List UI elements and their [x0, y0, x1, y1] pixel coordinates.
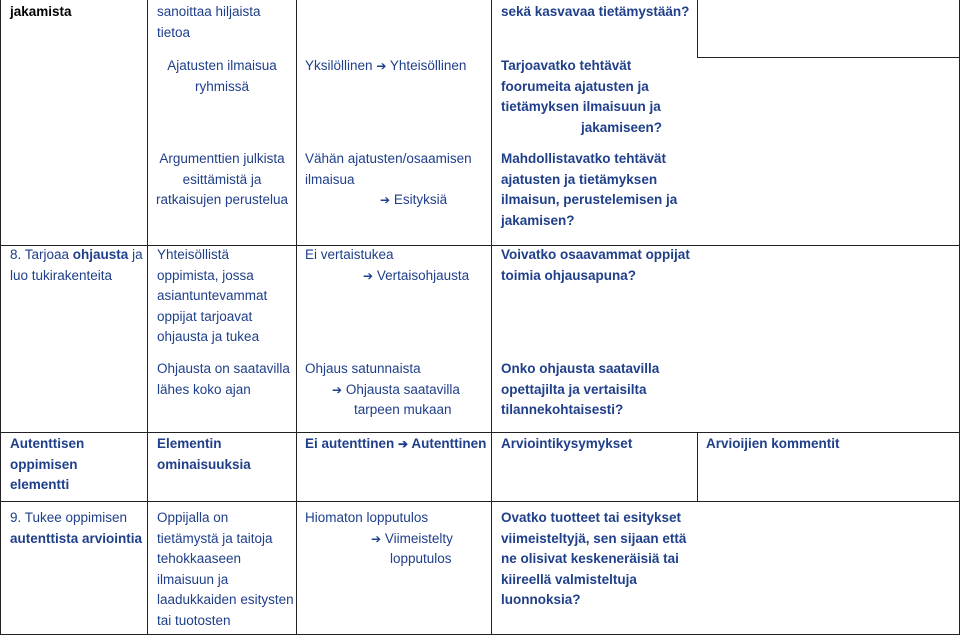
continuum-cell-ohjaus-satunnaista: [305, 359, 460, 421]
header-questions: [501, 434, 632, 455]
continuum-line: [305, 529, 453, 550]
question-cell-mahdollistavatko: [501, 149, 677, 231]
text-line: foorumeita ajatusten ja: [501, 78, 649, 94]
text-line: oppijat tarjoavat: [157, 308, 253, 324]
continuum-to: lopputulos: [390, 551, 452, 566]
continuum-to: tarpeen mukaan: [354, 402, 452, 417]
text-line: Arvioijien kommentit: [706, 436, 840, 451]
text-line: ilmaisun, perustelemisen ja: [501, 192, 678, 207]
element-line: [10, 245, 143, 266]
continuum-line: [305, 56, 466, 77]
property-cell-oppijalla: [157, 508, 294, 631]
arrow-right-icon: ➔: [380, 193, 391, 207]
text-line: ryhmissä: [194, 78, 249, 94]
text-line: opettajilta ja vertaisilta: [501, 381, 647, 397]
text-line: Ohjausta on saatavilla: [157, 361, 290, 376]
header-element: [10, 434, 84, 496]
text-line: Tarjoavatko tehtävät: [501, 58, 632, 73]
continuum-to: Vertaisohjausta: [376, 267, 470, 283]
text-line: viimeisteltyjä, sen sijaan että: [501, 530, 687, 546]
continuum-to: Ohjausta saatavilla: [345, 381, 460, 397]
text-line: ohjausta ja tukea: [157, 329, 260, 344]
question-cell-ovatko: [501, 508, 686, 611]
text-line: Voivatko osaavammat oppijat: [501, 247, 690, 262]
element-text: jakamista: [10, 4, 72, 19]
text-line: luonnoksia?: [501, 592, 581, 607]
text-line: tietämyksen ilmaisuun ja: [501, 99, 661, 114]
element-cell-9: [10, 508, 142, 549]
property-cell-ajatusten-ilmaisua: [148, 56, 296, 97]
text-line: tai tuotosten: [157, 612, 231, 628]
header-continuum: [305, 434, 486, 455]
property-cell-sanoittaa: [157, 2, 261, 43]
question-cell-voivatko: [501, 245, 690, 286]
text-line: elementti: [10, 477, 70, 492]
continuum-to: Viimeistelty: [384, 530, 453, 546]
continuum-from: Vähän ajatusten/osaamisen: [305, 151, 472, 166]
continuum-to: Autenttinen: [411, 436, 487, 451]
text-line: sekä kasvavaa tietämystään?: [501, 4, 690, 19]
continuum-to: Esityksiä: [393, 192, 448, 207]
row-divider-a: [697, 57, 960, 58]
text-line: esittämistä ja: [182, 171, 262, 187]
text-line: toimia ohjausapuna?: [501, 267, 637, 283]
continuum-from: Ei autenttinen: [305, 436, 395, 451]
element-keyword: autenttista arviointia: [10, 530, 143, 546]
row-divider-c: [0, 432, 960, 433]
text-line: ratkaisujen perustelua: [155, 192, 289, 207]
arrow-right-icon: ➔: [398, 437, 409, 451]
continuum-cell-yksilollinen: [305, 56, 466, 77]
continuum-line: [305, 434, 486, 455]
text-line: Mahdollistavatko tehtävät: [501, 151, 667, 166]
text-line: jakamisen?: [501, 212, 575, 228]
header-comments: [706, 434, 840, 455]
text-line: tietämystä ja taitoja: [157, 530, 273, 546]
table-border-left: [0, 0, 1, 635]
header-properties: [157, 434, 251, 475]
question-cell-onko: [501, 359, 659, 421]
text-line: Elementin: [157, 436, 222, 451]
text-line: laadukkaiden esitysten: [157, 592, 294, 607]
continuum-from: Yksilöllinen: [305, 58, 373, 73]
text-line: kiireellä valmisteltuja: [501, 571, 637, 587]
question-cell-kasvavaa: [501, 2, 689, 23]
property-cell-ohjausta-saatavilla: [157, 359, 290, 400]
continuum-cell-ei-vertaistukea: [305, 245, 469, 286]
text-line: Oppijalla on: [157, 510, 229, 525]
text-line: Autenttisen: [10, 436, 85, 451]
text-line: tehokkaaseen: [157, 551, 242, 566]
element-cell-8: [10, 245, 143, 286]
text-line: luo tukirakenteita: [10, 267, 113, 283]
text-line: asiantuntevammat: [157, 288, 268, 303]
question-cell-tarjoavatko: [501, 56, 662, 138]
arrow-right-icon: ➔: [376, 59, 387, 73]
text-line: sanoittaa hiljaista: [157, 4, 261, 19]
property-cell-yhteisollista: [157, 245, 267, 348]
continuum-from: Hiomaton lopputulos: [305, 510, 429, 525]
element-cell-jakamista: [10, 2, 72, 23]
continuum-from: Ei vertaistukea: [305, 247, 394, 262]
text-line: lähes koko ajan: [157, 381, 251, 397]
arrow-right-icon: ➔: [371, 531, 382, 546]
arrow-right-icon: ➔: [363, 268, 374, 283]
text-line: Onko ohjausta saatavilla: [501, 361, 660, 376]
arrow-right-icon: ➔: [332, 382, 343, 397]
column-divider-3: [491, 0, 492, 635]
text-line: 9. Tukee oppimisen: [10, 510, 128, 525]
text-line: oppimista, jossa: [157, 267, 254, 283]
continuum-to: Yhteisöllinen: [389, 58, 467, 73]
continuum-line: [305, 380, 460, 401]
text-line: Ajatusten ilmaisua: [167, 58, 277, 73]
element-suffix: ja: [128, 247, 143, 262]
column-divider-2: [296, 0, 297, 635]
text-line: ilmaisuun ja: [157, 571, 229, 587]
text-line: jakamiseen?: [580, 119, 662, 135]
row-divider-b: [0, 245, 960, 246]
continuum-line: [305, 266, 469, 287]
element-keyword: ohjausta: [72, 247, 129, 262]
text-line: Yhteisöllistä: [157, 247, 230, 262]
text-line: Arviointikysymykset: [501, 436, 633, 451]
text-line: ne olisivat keskeneräisiä tai: [501, 551, 679, 566]
element-prefix: 8. Tarjoaa: [10, 247, 73, 262]
continuum-cell-hiomaton: [305, 508, 453, 570]
continuum-from: Ohjaus satunnaista: [305, 361, 421, 376]
text-line: Argumenttien julkista: [159, 151, 285, 166]
continuum-line: [305, 190, 472, 211]
row-divider-d: [0, 501, 960, 502]
text-line: Ovatko tuotteet tai esitykset: [501, 510, 682, 525]
property-cell-argumenttien: [148, 149, 296, 211]
continuum-from: ilmaisua: [305, 171, 355, 187]
column-divider-4: [697, 0, 698, 57]
text-line: ominaisuuksia: [157, 456, 251, 472]
text-line: tilannekohtaisesti?: [501, 402, 624, 417]
text-line: oppimisen: [10, 456, 78, 472]
text-line: tietoa: [157, 24, 191, 40]
text-line: ajatusten ja tietämyksen: [501, 171, 658, 187]
column-divider-4-lower: [697, 432, 698, 501]
continuum-cell-vahan: [305, 149, 472, 211]
